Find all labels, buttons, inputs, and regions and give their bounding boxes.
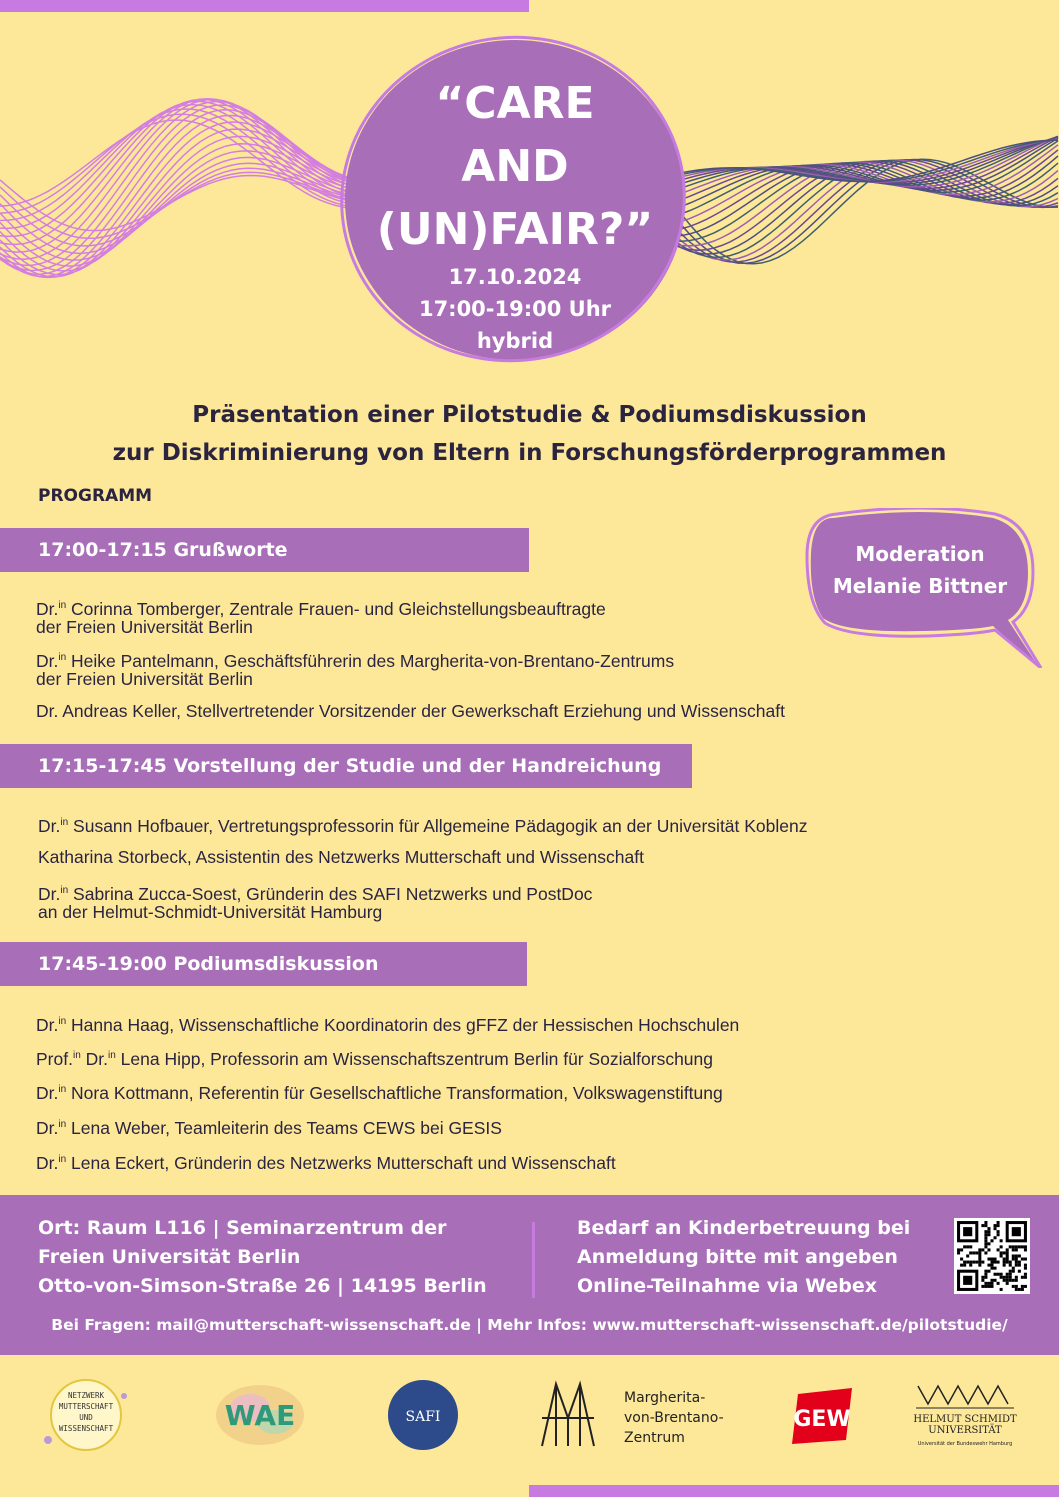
helmut-schmidt-universitaet-logo [910, 1378, 1020, 1452]
svg-text:WISSENSCHAFT: WISSENSCHAFT [58, 1424, 114, 1433]
moderation-text [810, 538, 1030, 602]
bottom-accent-bar-right [529, 1485, 1059, 1497]
section-heading-vorstellung: 17:15-17:45 Vorstellung der Studie und der Handreichung [0, 744, 692, 788]
svg-text:HELMUT SCHMIDT: HELMUT SCHMIDT [913, 1414, 1017, 1425]
event-title-line-2: AND [461, 141, 569, 192]
location-info [38, 1214, 487, 1301]
subtitle-line-2: zur Diskriminierung von Eltern in Forschungsförderprogrammen [112, 440, 947, 466]
safi-logo [386, 1378, 460, 1452]
speaker-entry: Dr.$^{in}$ Hanna Haag, Wissenschaftliche Koordinatorin des gFFZ der Hessischen Hochschulen [36, 1014, 740, 1035]
svg-text:von-Brentano-: von-Brentano- [624, 1410, 724, 1426]
location-line: Otto-von-Simson-Straße 26 | 14195 Berlin [38, 1275, 487, 1297]
speaker-entry: Dr. Andreas Keller, Stellvertretender Vorsitzender der Gewerkschaft Erziehung und Wissenschaft [36, 701, 785, 721]
speaker-entry: Katharina Storbeck, Assistentin des Netzwerks Mutterschaft und Wissenschaft [38, 847, 644, 867]
svg-text:GEW: GEW [793, 1407, 851, 1432]
margherita-von-brentano-zentrum-logo [538, 1378, 738, 1452]
moderator-name: Melanie Bittner [832, 574, 1008, 598]
event-time: 17:00-19:00 Uhr [418, 297, 612, 321]
section-heading-podiumsdiskussion: 17:45-19:00 Podiumsdiskussion [0, 942, 527, 986]
subtitle-line-1: Präsentation einer Pilotstudie & Podiumsdiskussion [192, 402, 867, 428]
section-heading-grussworte: 17:00-17:15 Grußworte [0, 528, 529, 572]
netzwerk-logo [36, 1378, 136, 1452]
top-accent-bar-left [0, 0, 529, 12]
qr-code-icon[interactable] [954, 1218, 1030, 1294]
event-format: hybrid [476, 329, 554, 353]
svg-text:SAFI: SAFI [405, 1409, 441, 1425]
speaker-entry: Dr.$^{in}$ Lena Eckert, Gründerin des Netzwerks Mutterschaft und Wissenschaft [36, 1152, 616, 1173]
contact-line[interactable]: Bei Fragen: mail@mutterschaft-wissenschaft.de | Mehr Infos: www.mutterschaft-wissenschaft.de/pilotstudie/ [51, 1316, 1008, 1334]
speaker-entry: Prof.$^{in}$ Dr.$^{in}$ Lena Hipp, Professorin am Wissenschaftszentrum Berlin für Sozialforschung [36, 1048, 714, 1069]
footer-divider [532, 1222, 535, 1298]
registration-line: Bedarf an Kinderbetreuung bei [577, 1217, 911, 1239]
registration-line: Anmeldung bitte mit angeben [577, 1246, 898, 1268]
top-accent-bar-right [529, 0, 1059, 12]
svg-text:NETZWERK: NETZWERK [67, 1391, 105, 1400]
speaker-entry: Dr.$^{in}$ Lena Weber, Teamleiterin des Teams CEWS bei GESIS [36, 1117, 502, 1138]
svg-text:UND: UND [79, 1413, 93, 1422]
gew-logo [790, 1378, 856, 1452]
svg-text:UNIVERSITÄT: UNIVERSITÄT [928, 1425, 1002, 1436]
registration-info [577, 1214, 910, 1301]
bottom-accent-bar-left [0, 1485, 529, 1497]
svg-text:Margherita-: Margherita- [624, 1390, 706, 1406]
svg-text:MUTTERSCHAFT: MUTTERSCHAFT [58, 1402, 114, 1411]
speaker-entry: Dr.$^{in}$ Susann Hofbauer, Vertretungsprofessorin für Allgemeine Pädagogik an der Universität Koblenz [38, 815, 808, 836]
svg-text:Universität der Bundeswehr Ham: Universität der Bundeswehr Hamburg [917, 1441, 1013, 1447]
svg-text:WAE: WAE [224, 1399, 296, 1432]
event-title-line-3: (UN)FAIR?” [376, 204, 654, 255]
svg-text:Zentrum: Zentrum [624, 1430, 685, 1446]
speaker-entry: Dr.$^{in}$ Sabrina Zucca-Soest, Gründerin des SAFI Netzwerks und PostDoc an der Helmut-Schmidt-Universität Hamburg [38, 883, 593, 922]
location-line: Ort: Raum L116 | Seminarzentrum der [38, 1217, 447, 1239]
location-line: Freien Universität Berlin [38, 1246, 301, 1268]
programm-label: PROGRAMM [38, 486, 153, 506]
wae-logo [210, 1378, 310, 1452]
speaker-entry: Dr.$^{in}$ Nora Kottmann, Referentin für Gesellschaftliche Transformation, Volkswagenstiftung [36, 1082, 723, 1103]
event-title-line-1: “CARE [435, 78, 595, 129]
registration-line: Online-Teilnahme via Webex [577, 1275, 877, 1297]
speaker-entry: Dr.$^{in}$ Corinna Tomberger, Zentrale Frauen- und Gleichstellungsbeauftragte der Freien Universität Berlin [36, 598, 606, 637]
event-date: 17.10.2024 [448, 265, 582, 289]
moderation-label: Moderation [855, 542, 985, 566]
speaker-entry: Dr.$^{in}$ Heike Pantelmann, Geschäftsführerin des Margherita-von-Brentano-Zentrums der Freien Universität Berlin [36, 650, 675, 689]
